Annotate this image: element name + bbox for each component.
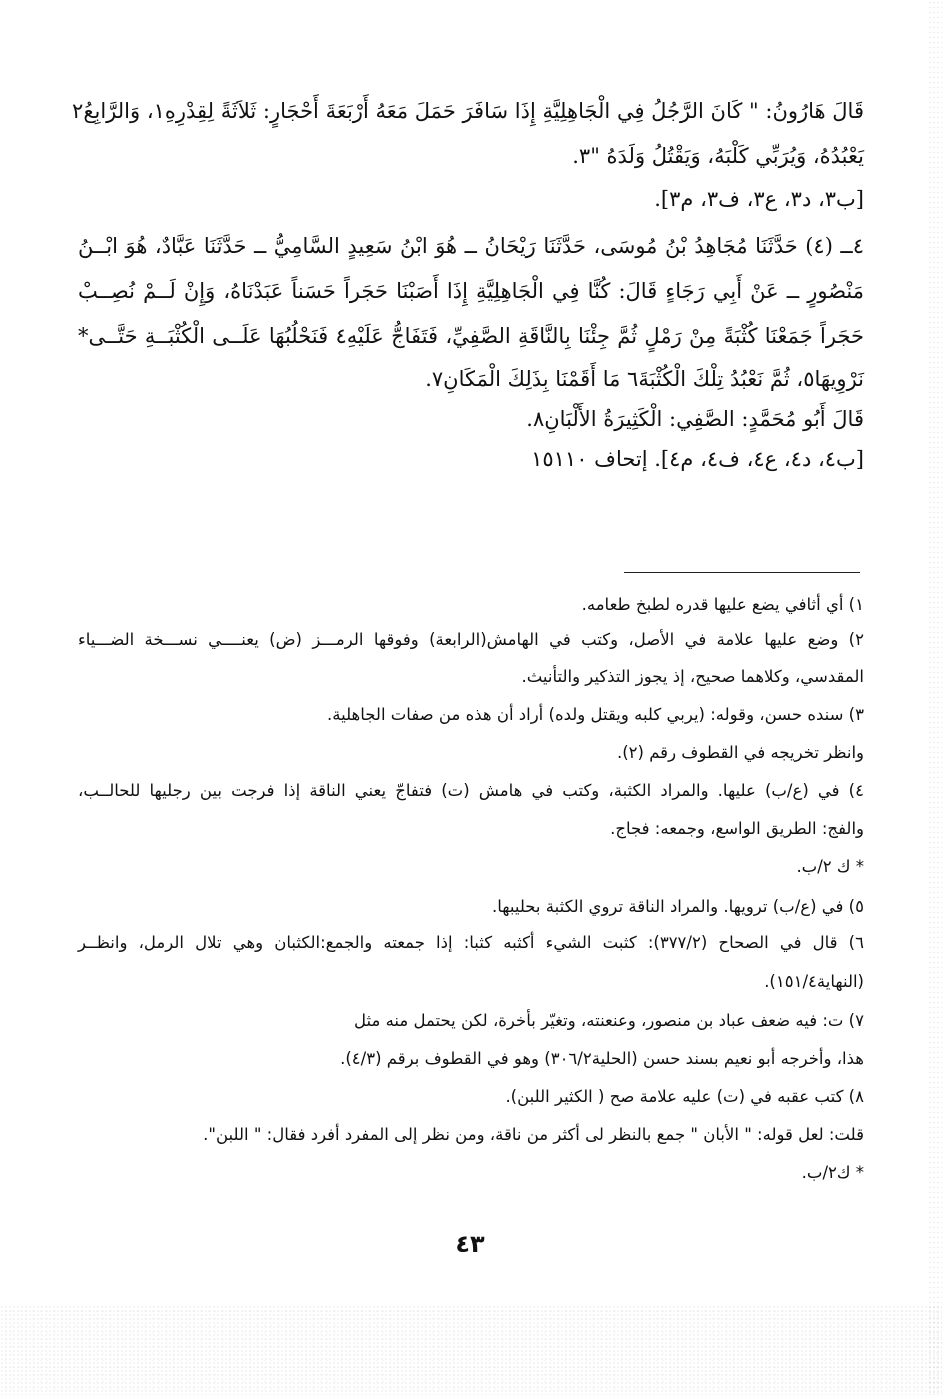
- footnote-star-1: * ك ٢/ب.: [796, 857, 864, 876]
- footnote-2: ٢) وضع عليها علامة في الأصل، وكتب في الهامش(الرابعة) وفوقها الرمـــز (ض) يعنــــي نســـخة الضـــياء: [78, 630, 864, 649]
- footnote-4-cont: والفج: الطريق الواسع، وجمعه: فجاج.: [610, 819, 864, 838]
- main-line-6: حَجَراً جَمَعْنَا كُثْبَةً مِنْ رَمْلٍ ثُمَّ جِئْنَا بِالنَّاقَةِ الصَّفِيِّ، فَتَفَاجُّ عَلَيْهِ٤ فَنَحْلُبُهَا عَلَــى الْكُثْبَــةِ حَتَّــى*: [78, 324, 864, 348]
- footnote-2-cont: المقدسي، وكلاهما صحيح، إذ يجوز التذكير والتأنيث.: [521, 667, 864, 686]
- main-line-7: نَرْوِيهَا٥، ثُمَّ نَعْبُدُ تِلْكَ الْكُثْبَةَ٦ مَا أَقَمْنَا بِذَلِكَ الْمَكَانِ٧.: [425, 367, 864, 391]
- footnote-5: ٥) في (ع/ب) ترويها. والمراد الناقة تروي الكثبة بحليبها.: [491, 897, 864, 916]
- scan-noise-edge: [928, 0, 942, 1395]
- footnote-1: ١) أي أثافي يضع عليها قدره لطبخ طعامه.: [581, 595, 864, 614]
- scan-noise: [0, 1305, 942, 1395]
- footnote-8-cont: قلت: لعل قوله: " الأبان " جمع بالنظر لى أكثر من ناقة، ومن نظر إلى المفرد أفرد فقال: " اللبن".: [203, 1125, 864, 1144]
- main-line-3: [ب٣، د٣، ع٣، ف٣، م٣].: [654, 187, 864, 211]
- footnote-7: ٧) ت: فيه ضعف عباد بن منصور، وعنعنته، وتغيّر بأخرة، لكن يحتمل منه مثل: [354, 1011, 864, 1030]
- main-line-9: [ب٤، د٤، ع٤، ف٤، م٤]. إتحاف ١٥١١٠: [531, 447, 864, 471]
- main-line-1: قَالَ هَارُونُ: " كَانَ الرَّجُلُ فِي الْجَاهِلِيَّةِ إِذَا سَافَرَ حَمَلَ مَعَهُ أَرْبَعَةَ أَحْجَارٍ: ثَلاَثَةً لِقِدْرِهِ١، وَالرَّابِعُ٢: [72, 99, 864, 123]
- footnote-divider: [624, 572, 860, 573]
- footnote-7-cont: هذا، وأخرجه أبو نعيم بسند حسن (الحلية٣٠٦/٢) وهو في القطوف برقم (٤/٣).: [340, 1049, 864, 1068]
- page-number: ٤٣: [455, 1230, 485, 1258]
- main-line-2: يَعْبُدُهُ، وَيُرَبِّي كَلْبَهُ، وَيَقْتُلُ وَلَدَهُ "٣.: [572, 144, 864, 168]
- main-line-5: مَنْصُورٍ ــ عَنْ أَبِي رَجَاءٍ قَالَ: كُنَّا فِي الْجَاهِلِيَّةِ إِذَا أَصَبْنَا حَجَراً حَسَناً عَبَدْنَاهُ، وَإِنْ لَــمْ نُصِــبْ: [78, 279, 864, 303]
- footnote-6-cont: (النهاية١٥١/٤).: [764, 972, 864, 991]
- footnote-3-cont: وانظر تخريجه في القطوف رقم (٢).: [616, 743, 864, 762]
- footnote-6: ٦) قال في الصحاح (٣٧٧/٢): كثبت الشيء أكثبه كثبا: إذا جمعته والجمع:الكثبان وهي تلال الرمل، وانظــر: [78, 933, 864, 952]
- footnote-3: ٣) سنده حسن، وقوله: (يربي كلبه ويقتل ولده) أراد أن هذه من صفات الجاهلية.: [327, 705, 864, 724]
- main-line-4: ٤ــ (٤) حَدَّثَنَا مُجَاهِدُ بْنُ مُوسَى، حَدَّثَنَا رَيْحَانُ ــ هُوَ ابْنُ سَعِيدٍ السَّامِيُّ ــ حَدَّثَنَا عَبَّادٌ، هُوَ ابْــنُ: [78, 234, 864, 258]
- footnote-star-2: * ك٢/ب.: [801, 1163, 864, 1182]
- footnote-8: ٨) كتب عقبه في (ت) عليه علامة صح ( الكثير اللبن).: [505, 1087, 864, 1106]
- footnote-4: ٤) في (ع/ب) عليها. والمراد الكثبة، وكتب في هامش (ت) فتفاجّ يعني الناقة إذا فرجت بين رجليها للحالــب،: [78, 781, 864, 800]
- main-line-8: قَالَ أَبُو مُحَمَّدٍ: الصَّفِي: الْكَثِيرَةُ الأَلْبَانِ٨.: [526, 407, 864, 431]
